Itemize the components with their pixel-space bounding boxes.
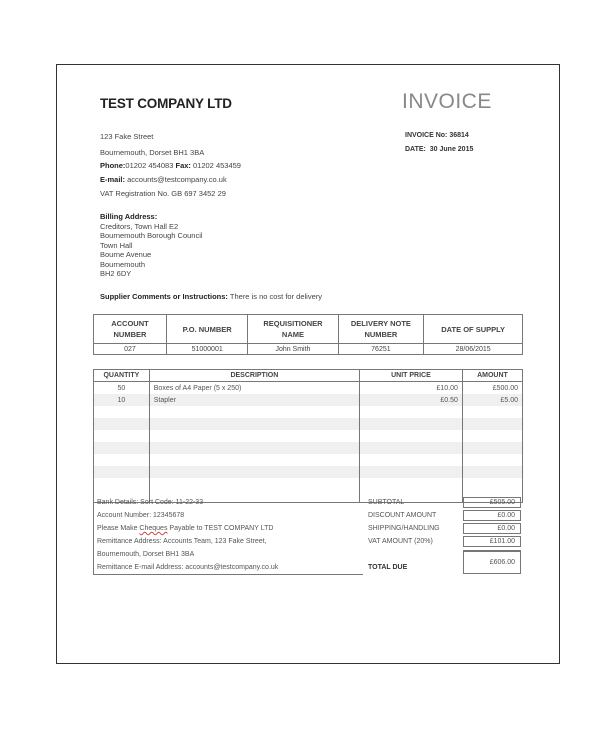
item-amount: £5.00 (462, 394, 522, 406)
billing-line: Bournemouth (100, 259, 146, 269)
company-address-line1: 123 Fake Street (100, 132, 154, 141)
remittance-address: Remittance Address: Accounts Team, 123 Fake Street, (97, 538, 267, 545)
invoice-title: INVOICE (402, 90, 492, 113)
vat-value: £101.00 (463, 536, 521, 547)
shipping-label: SHIPPING/HANDLING (368, 525, 440, 532)
date-of-supply: 28/06/2015 (424, 344, 523, 355)
supplier-comments (100, 292, 322, 301)
item-qty: 50 (94, 382, 150, 395)
table-row (94, 478, 523, 490)
subtotal-label: SUBTOTAL (368, 499, 405, 506)
subtotal-value: £505.00 (463, 497, 521, 508)
header-amount: AMOUNT (462, 370, 522, 382)
company-vat: VAT Registration No. GB 697 3452 29 (100, 189, 226, 198)
table-row (94, 406, 523, 418)
billing-line: Bourne Avenue (100, 250, 152, 259)
remittance-address-line2: Bournemouth, Dorset BH1 3BA (97, 551, 195, 558)
phone-label: Phone: (100, 161, 126, 170)
fax-label: Fax: (175, 161, 191, 170)
cheques-text-post: Payable to TEST COMPANY LTD (167, 525, 274, 532)
billing-line: Bournemouth Borough Council (100, 231, 203, 240)
invoice-number-value: 36814 (449, 132, 469, 139)
invoice-date (405, 146, 473, 153)
table-row (94, 430, 523, 442)
table-row (94, 442, 523, 454)
header-quantity: QUANTITY (94, 370, 150, 382)
billing-line: Town Hall (100, 240, 133, 250)
requisitioner-name: John Smith (248, 344, 338, 355)
invoice-date-label: DATE: (405, 146, 426, 153)
supplier-label: Supplier Comments or Instructions: (100, 292, 228, 301)
supplier-text: There is no cost for delivery (229, 292, 323, 301)
table-row (94, 466, 523, 478)
header-delivery-note: DELIVERY NOTE NUMBER (338, 315, 424, 344)
email-value: accounts@testcompany.co.uk (127, 175, 227, 184)
discount-label: DISCOUNT AMOUNT (368, 512, 437, 519)
table-row (94, 418, 523, 430)
bank-sort-code: Bank Details: Sort Code: 11-22-33 (97, 499, 204, 506)
cheques-word: Cheques (139, 525, 168, 532)
invoice-date-value: 30 June 2015 (429, 146, 474, 153)
shipping-value: £0.00 (463, 523, 521, 534)
account-number: 027 (94, 344, 167, 355)
item-desc: Stapler (149, 394, 359, 406)
total-due-value: £606.00 (463, 550, 521, 574)
fax-value: 01202 453459 (193, 161, 241, 170)
table-row (94, 454, 523, 466)
line-items-table (93, 369, 523, 503)
po-number: 51000001 (166, 344, 248, 355)
billing-line: BH2 6DY (100, 269, 132, 278)
email-label: E-mail: (100, 175, 126, 184)
item-amount: £500.00 (462, 382, 522, 395)
order-info-table (93, 314, 523, 355)
billing-line: Creditors, Town Hall E2 (100, 221, 179, 231)
billing-heading: Billing Address: (100, 212, 158, 221)
company-phone-fax (100, 161, 241, 170)
header-description: DESCRIPTION (149, 370, 359, 382)
company-name: TEST COMPANY LTD (100, 96, 232, 111)
invoice-number-label: INVOICE No: (405, 132, 448, 139)
table-row (94, 394, 523, 406)
item-desc: Boxes of A4 Paper (5 x 250) (149, 382, 359, 395)
cheques-text-pre: Please Make (97, 525, 140, 532)
invoice-number (405, 132, 469, 139)
header-requisitioner: REQUISITIONER NAME (248, 315, 338, 344)
discount-value: £0.00 (463, 510, 521, 521)
total-due-label: TOTAL DUE (368, 564, 408, 571)
item-unit-price: £0.50 (359, 394, 462, 406)
bank-details-box (93, 494, 363, 575)
delivery-note-number: 76251 (338, 344, 424, 355)
item-qty: 10 (94, 394, 150, 406)
table-row (94, 382, 523, 395)
header-unit-price: UNIT PRICE (359, 370, 462, 382)
remittance-email: Remittance E-mail Address: accounts@testcompany.co.uk (97, 564, 279, 571)
phone-value: 01202 454083 (125, 161, 174, 170)
cheques-payable (97, 525, 273, 532)
company-address-line2: Bournemouth, Dorset BH1 3BA (100, 148, 205, 157)
header-date-of-supply: DATE OF SUPPLY (424, 315, 523, 344)
item-unit-price: £10.00 (359, 382, 462, 395)
billing-address (100, 212, 203, 279)
vat-label: VAT AMOUNT (20%) (368, 538, 433, 545)
header-account-number: ACCOUNT NUMBER (94, 315, 167, 344)
company-email (100, 175, 227, 184)
bank-account-number: Account Number: 12345678 (97, 512, 185, 519)
header-po-number: P.O. NUMBER (166, 315, 248, 344)
